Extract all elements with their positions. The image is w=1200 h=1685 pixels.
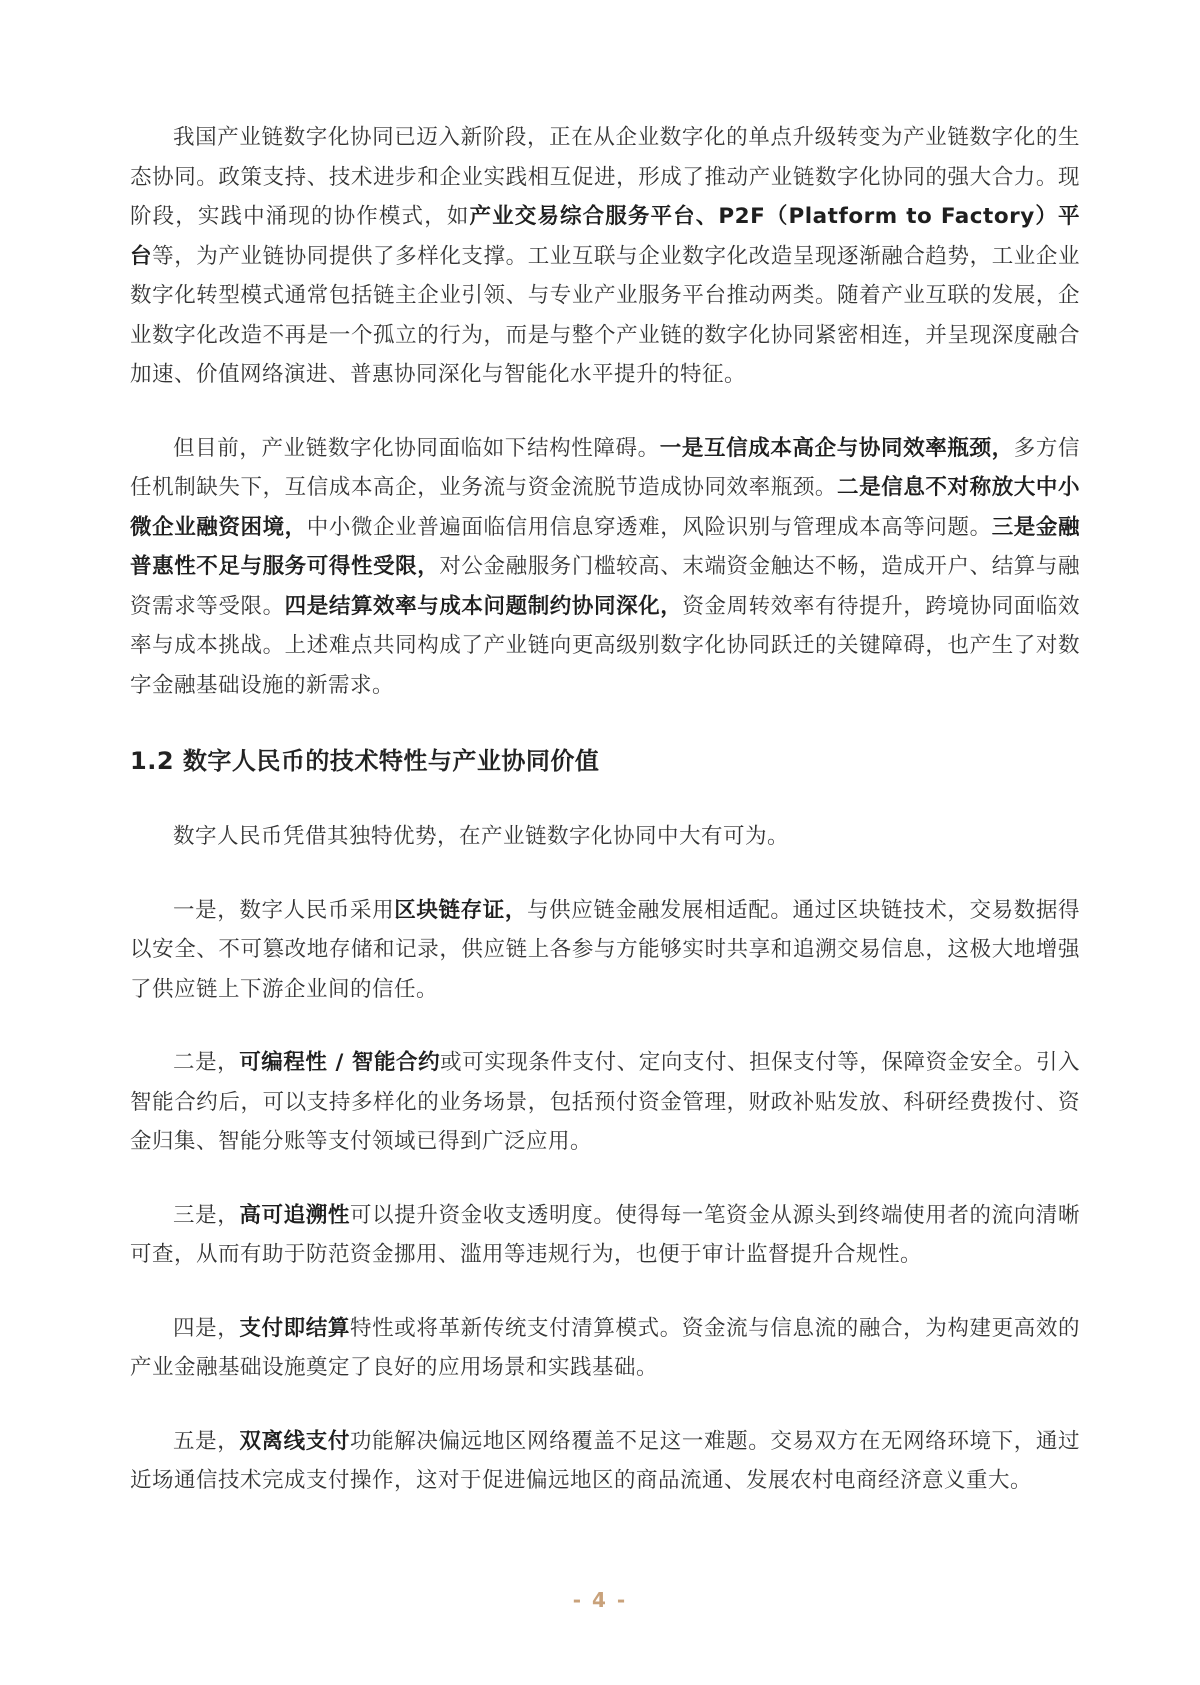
bold-text-run: 四是结算效率与成本问题制约协同深化， [284,593,683,619]
paragraph-spacer [130,781,1080,817]
text-run: 二是， [173,1050,240,1075]
paragraph-spacer [130,1388,1080,1422]
text-run: 我国产业链数字化协同已迈入新阶段，正在从企业数字化的单点升级转变为产业链数字化的生态协同。政策支持、技术进步和企业实践相互促进，形成了推动产业链数字化协同的强大合力。现阶段，实践中涌现的协作模式，如 [130,125,1080,229]
paragraph-point-five [130,1422,1080,1501]
text-run: 与供应链金融发展相适配。通过区块链技术，交易数据得以安全、不可篡改地存储和记录，供应链上各参与方能够实时共享和追溯交易信息，这极大地增强了供应链上下游企业间的信任。 [130,897,1080,1002]
bold-text-run: 产业交易综合服务平台、P2F（Platform to Factory）平台 [130,204,1080,269]
text-run: 五是， [173,1428,240,1454]
paragraph-spacer [130,1009,1080,1043]
text-run: 一是，数字人民币采用 [173,897,395,923]
paragraph-spacer [130,1275,1080,1309]
text-run: 但目前，产业链数字化协同面临如下结构性障碍。 [173,435,660,461]
bold-text-run: 一是互信成本高企与协同效率瓶颈， [659,435,1014,461]
text-run: 多方信任机制缺失下，互信成本高企，业务流与资金流脱节造成协同效率瓶颈。 [130,435,1080,500]
bold-text-run: 二是信息不对称放大中小微企业融资困境， [130,475,1080,540]
text-run: 等，为产业链协同提供了多样化支撑。工业互联与企业数字化改造呈现逐渐融合趋势，工业企业数字化转型模式通常包括链主企业引领、与专业产业服务平台推动两类。随着产业互联的发展，企业数字化改造不再是一个孤立的行为，而是与整个产业链的数字化协同紧密相连，并呈现深度融合加速、价值网络演进、普惠协同深化与智能化水平提升的特征。 [130,243,1080,387]
text-run: 可以提升资金收支透明度。使得每一笔资金从源头到终端使用者的流向清晰可查，从而有助于防范资金挪用、滥用等违规行为，也便于审计监督提升合规性。 [130,1202,1080,1267]
paragraph-structural-barriers [130,429,1080,706]
bold-text-run: 高可追溯性 [239,1202,350,1228]
bold-text-run: 双离线支付 [239,1428,350,1454]
bold-text-run: 三是金融普惠性不足与服务可得性受限， [130,514,1080,579]
text-run: 数字人民币凭借其独特优势，在产业链数字化协同中大有可为。 [173,824,790,849]
paragraph-spacer [130,705,1080,741]
text-run: 四是， [173,1315,240,1341]
text-run: 或可实现条件支付、定向支付、担保支付等，保障资金安全。引入智能合约后，可以支持多样化的业务场景，包括预付资金管理，财政补贴发放、科研经费拨付、资金归集、智能分账等支付领域已得到广泛应用。 [130,1050,1080,1154]
bold-text-run: 区块链存证， [394,897,527,923]
paragraph-point-four [130,1309,1080,1388]
section-heading: 1.2 数字人民币的技术特性与产业协同价值 [130,747,600,775]
paragraph-spacer [130,395,1080,429]
paragraph-industry-chain-stage [130,118,1080,395]
text-run: 中小微企业普遍面临信用信息穿透难，风险识别与管理成本高等问题。 [306,514,992,540]
bold-text-run: 支付即结算 [239,1315,350,1341]
text-run: 三是， [173,1202,240,1228]
paragraph-spacer [130,857,1080,891]
paragraph-point-one [130,891,1080,1010]
paragraph-point-three [130,1196,1080,1275]
paragraph-point-two [130,1043,1080,1162]
text-run: 资金周转效率有待提升，跨境协同面临效率与成本挑战。上述难点共同构成了产业链向更高级别数字化协同跃迁的关键障碍，也产生了对数字金融基础设施的新需求。 [130,593,1080,698]
paragraph-spacer [130,1162,1080,1196]
paragraph-intro [130,817,1080,857]
document-body [130,118,1080,1501]
page-number: - 4 - [572,1588,628,1612]
text-run: 特性或将革新传统支付清算模式。资金流与信息流的融合，为构建更高效的产业金融基础设施奠定了良好的应用场景和实践基础。 [130,1315,1080,1380]
text-run: 对公金融服务门槛较高、末端资金触达不畅，造成开户、结算与融资需求等受限。 [130,554,1080,619]
text-run: 功能解决偏远地区网络覆盖不足这一难题。交易双方在无网络环境下，通过近场通信技术完成支付操作，这对于促进偏远地区的商品流通、发展农村电商经济意义重大。 [130,1428,1080,1493]
bold-text-run: 可编程性 / 智能合约 [239,1050,441,1075]
